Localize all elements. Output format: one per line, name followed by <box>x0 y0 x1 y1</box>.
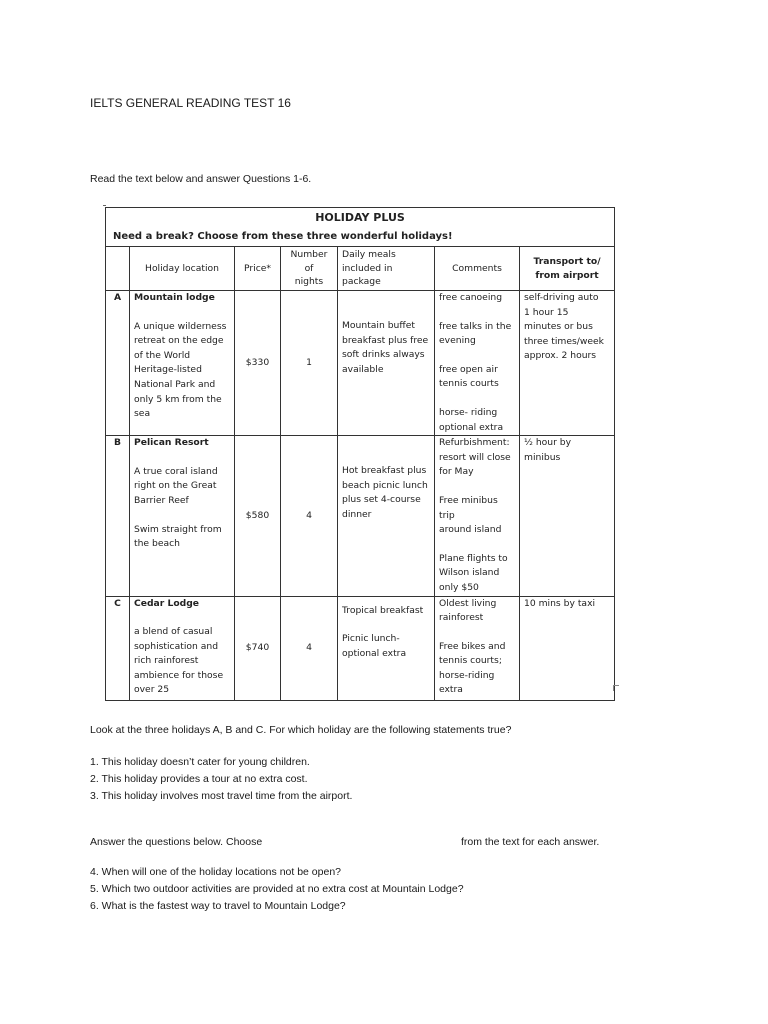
header-nights: Number of nights <box>281 247 338 291</box>
price-cell: $330 <box>235 291 281 436</box>
holiday-plus-table <box>105 207 615 701</box>
price-cell: $740 <box>235 596 281 700</box>
row-letter: B <box>106 436 130 596</box>
location-name: Cedar Lodge <box>134 597 200 609</box>
matching-instructions: Look at the three holidays A, B and C. For which holiday are the following statements true? <box>90 724 512 736</box>
question-2: 2. This holiday provides a tour at no extra cost. <box>90 773 308 785</box>
row-letter: C <box>106 596 130 700</box>
question-1: 1. This holiday doesn’t cater for young children. <box>90 756 310 768</box>
comments-cell: Refurbishment: resort will close for May Free minibus trip around island Plane flights to Wilson island only $50 <box>435 436 520 596</box>
question-6: 6. What is the fastest way to travel to Mountain Lodge? <box>90 900 346 912</box>
table-title: HOLIDAY PLUS <box>106 208 615 229</box>
document-title: IELTS GENERAL READING TEST 16 <box>90 96 291 110</box>
header-meals: Daily meals included in package <box>338 247 435 291</box>
location-cell: Mountain lodge A unique wilderness retreat on the edge of the World Heritage-listed National Park and only 5 km from the sea <box>130 291 235 436</box>
table-corner-mark <box>613 685 619 691</box>
row-letter: A <box>106 291 130 436</box>
nights-cell: 1 <box>281 291 338 436</box>
meals-cell: Tropical breakfast Picnic lunch- optional extra <box>338 596 435 700</box>
header-location: Holiday location <box>130 247 235 291</box>
transport-cell: self-driving auto 1 hour 15 minutes or bus three times/week approx. 2 hours <box>520 291 615 436</box>
price-cell: $580 <box>235 436 281 596</box>
comments-cell: Oldest living rainforest Free bikes and tennis courts; horse-riding extra <box>435 596 520 700</box>
nights-cell: 4 <box>281 596 338 700</box>
meals-cell: Mountain buffet breakfast plus free soft drinks always available <box>338 291 435 436</box>
meals-cell: Hot breakfast plus beach picnic lunch plus set 4-course dinner <box>338 436 435 596</box>
header-comments: Comments <box>435 247 520 291</box>
transport-cell: ½ hour by minibus <box>520 436 615 596</box>
transport-cell: 10 mins by taxi <box>520 596 615 700</box>
location-name: Mountain lodge <box>134 292 215 303</box>
header-price: Price* <box>235 247 281 291</box>
comments-cell: free canoeing free talks in the evening free open air tennis courts horse- riding optional extra <box>435 291 520 436</box>
question-3: 3. This holiday involves most travel time from the airport. <box>90 790 353 802</box>
table-anchor-mark <box>103 205 106 206</box>
location-name: Pelican Resort <box>134 437 209 449</box>
answer-instructions-end: from the text for each answer. <box>461 836 600 848</box>
nights-cell: 4 <box>281 436 338 596</box>
reading-instructions: Read the text below and answer Questions 1-6. <box>90 173 312 185</box>
header-letter <box>106 247 130 291</box>
table-row <box>106 291 615 436</box>
location-cell: Pelican Resort A true coral island right on the Great Barrier Reef Swim straight from the beach <box>130 436 235 596</box>
table-row <box>106 596 615 700</box>
location-cell: Cedar Lodge a blend of casual sophistication and rich rainforest ambience for those over 25 <box>130 596 235 700</box>
question-4: 4. When will one of the holiday locations not be open? <box>90 866 342 878</box>
question-5: 5. Which two outdoor activities are provided at no extra cost at Mountain Lodge? <box>90 883 464 895</box>
header-transport: Transport to/ from airport <box>520 247 615 291</box>
answer-instructions-start: Answer the questions below. Choose <box>90 836 263 848</box>
table-subtitle: Need a break? Choose from these three wonderful holidays! <box>106 228 615 247</box>
table-row <box>106 436 615 596</box>
